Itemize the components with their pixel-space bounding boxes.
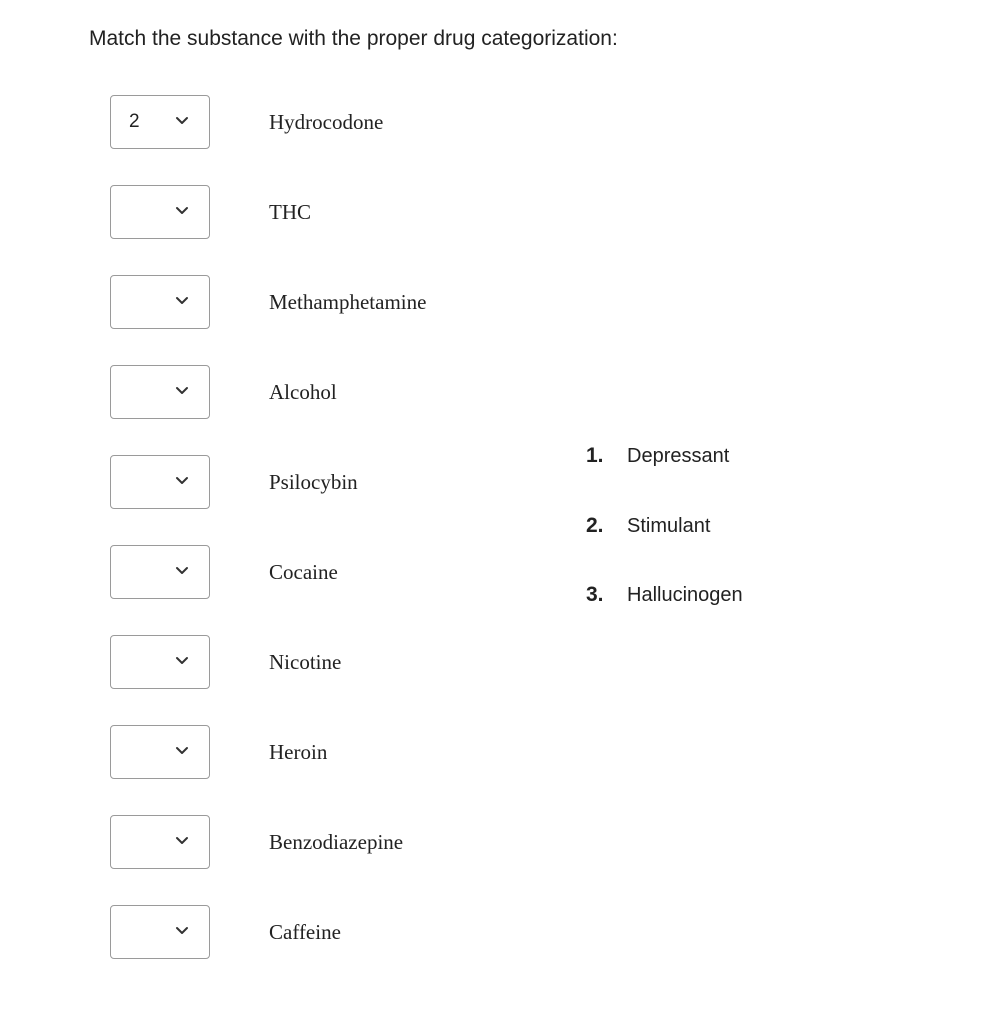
match-row <box>110 905 530 995</box>
option-number: 2. <box>586 513 604 537</box>
match-row <box>110 815 530 905</box>
chevron-down-icon <box>175 746 189 756</box>
substance-label: THC <box>269 200 311 224</box>
select-value: 2 <box>129 111 140 132</box>
chevron-down-icon <box>175 476 189 486</box>
category-option <box>586 444 886 514</box>
chevron-down-icon <box>175 206 189 216</box>
match-row <box>110 95 530 185</box>
category-option <box>586 514 886 584</box>
match-row <box>110 185 530 275</box>
substance-label: Cocaine <box>269 560 338 584</box>
match-row <box>110 275 530 365</box>
match-row <box>110 545 530 635</box>
match-row <box>110 365 530 455</box>
option-label: Hallucinogen <box>627 584 743 606</box>
substance-label: Methamphetamine <box>269 290 427 314</box>
substance-label: Heroin <box>269 740 328 764</box>
option-label: Depressant <box>627 445 730 467</box>
substance-label: Caffeine <box>269 920 341 944</box>
category-select[interactable] <box>110 635 210 689</box>
chevron-down-icon <box>175 386 189 396</box>
category-options-list <box>586 444 886 653</box>
substance-label: Nicotine <box>269 650 342 674</box>
substance-label: Benzodiazepine <box>269 830 404 854</box>
category-select[interactable] <box>110 365 210 419</box>
substance-label: Alcohol <box>269 380 337 404</box>
chevron-down-icon <box>175 116 189 126</box>
chevron-down-icon <box>175 836 189 846</box>
category-select[interactable] <box>110 545 210 599</box>
category-select[interactable] <box>110 815 210 869</box>
match-list <box>110 95 530 995</box>
match-row <box>110 455 530 545</box>
match-row <box>110 725 530 815</box>
category-select[interactable] <box>110 95 210 149</box>
category-select[interactable] <box>110 275 210 329</box>
option-number: 1. <box>586 444 604 467</box>
chevron-down-icon <box>175 656 189 666</box>
option-number: 3. <box>586 583 604 606</box>
match-row <box>110 635 530 725</box>
category-select[interactable] <box>110 455 210 509</box>
chevron-down-icon <box>175 926 189 936</box>
substance-label: Psilocybin <box>269 470 358 494</box>
category-select[interactable] <box>110 185 210 239</box>
option-label: Stimulant <box>627 514 711 537</box>
substance-label: Hydrocodone <box>269 110 384 134</box>
category-select[interactable] <box>110 905 210 959</box>
category-select[interactable] <box>110 725 210 779</box>
chevron-down-icon <box>175 566 189 576</box>
chevron-down-icon <box>175 296 189 306</box>
category-option <box>586 583 886 653</box>
question-prompt: Match the substance with the proper drug categorization: <box>89 27 618 50</box>
